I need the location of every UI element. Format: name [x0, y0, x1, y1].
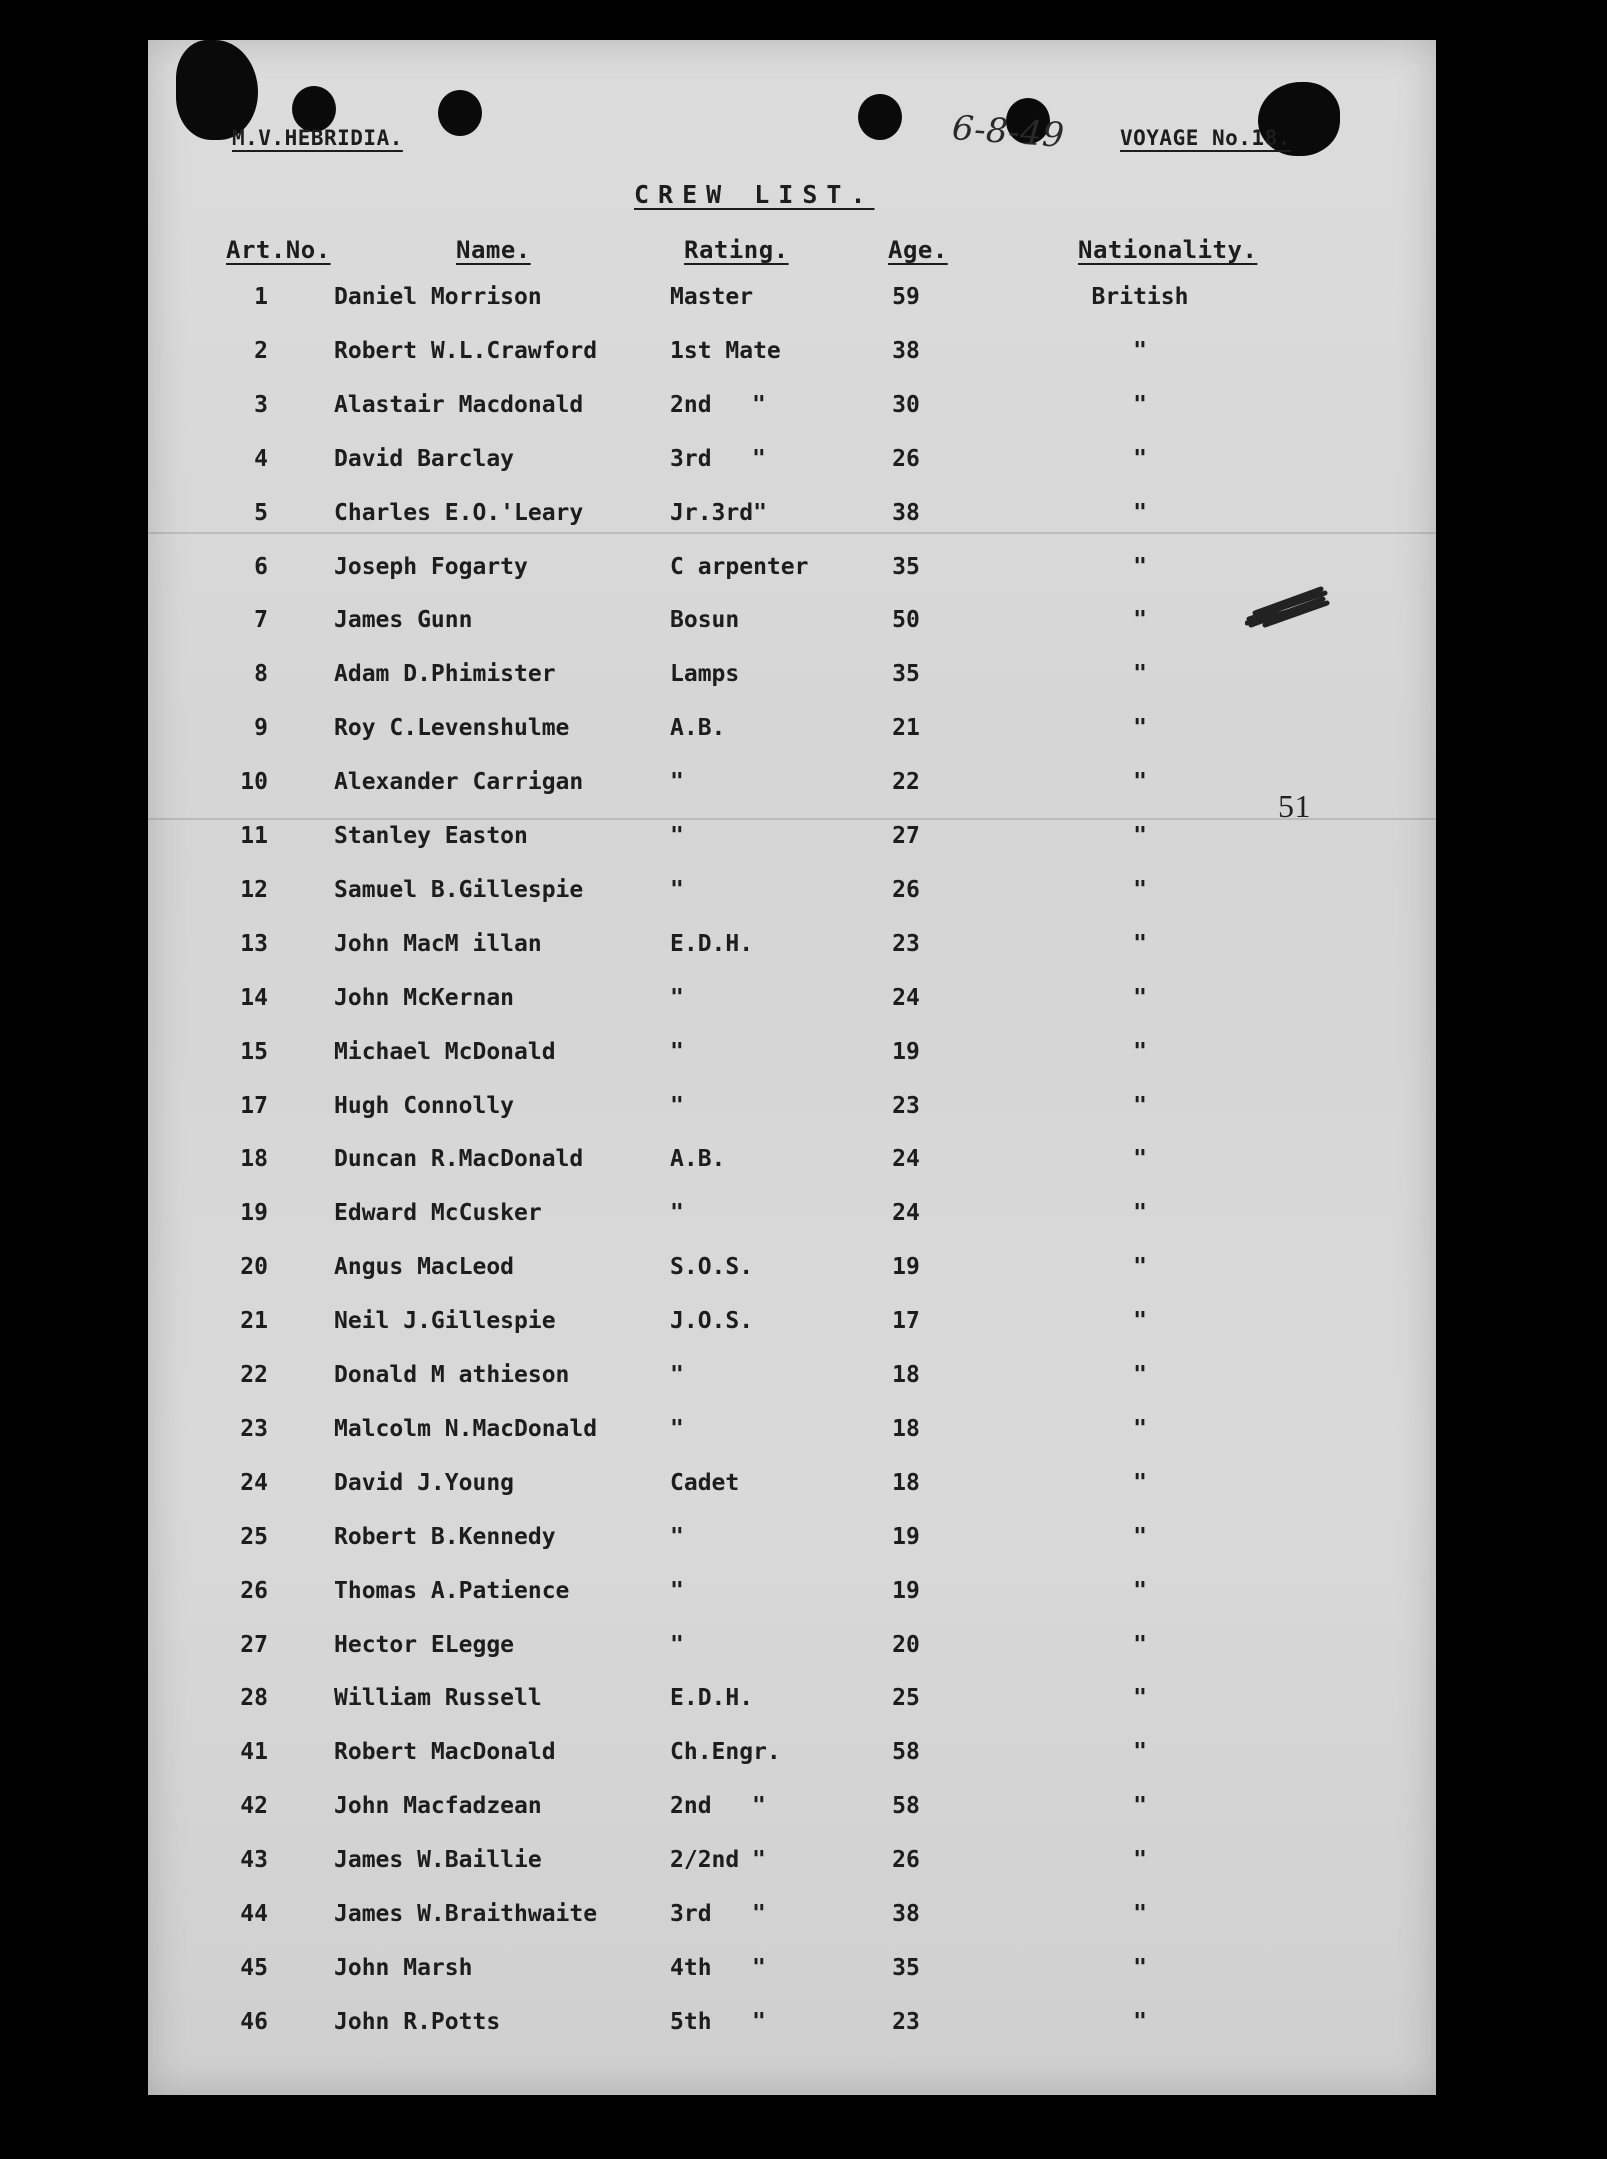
- nationality-cell: ": [1133, 1739, 1147, 1765]
- age-cell: 19: [892, 1039, 920, 1065]
- crew-row: [148, 661, 1436, 701]
- rating-cell: Bosun: [670, 607, 740, 633]
- rating-cell: ": [670, 1632, 684, 1658]
- art-no-cell: 28: [240, 1685, 268, 1711]
- rating-cell: ": [670, 1416, 684, 1442]
- art-no-cell: 23: [240, 1416, 268, 1442]
- crew-row: [148, 1093, 1436, 1133]
- art-no-cell: 44: [240, 1901, 268, 1927]
- art-no-cell: 6: [254, 554, 268, 580]
- column-header-age: Age.: [888, 236, 948, 264]
- name-cell: Michael McDonald: [334, 1039, 556, 1065]
- rating-cell: E.D.H.: [670, 1685, 754, 1711]
- nationality-cell: ": [1133, 554, 1147, 580]
- art-no-cell: 10: [240, 769, 268, 795]
- age-cell: 38: [892, 338, 920, 364]
- ditto-mark: ": [752, 1793, 766, 1819]
- crew-row: [148, 985, 1436, 1025]
- name-cell: John Marsh: [334, 1955, 473, 1981]
- art-no-cell: 24: [240, 1470, 268, 1496]
- art-no-cell: 14: [240, 985, 268, 1011]
- name-cell: Robert W.L.Crawford: [334, 338, 598, 364]
- art-no-cell: 42: [240, 1793, 268, 1819]
- age-cell: 38: [892, 500, 920, 526]
- age-cell: 35: [892, 1955, 920, 1981]
- nationality-cell: ": [1133, 661, 1147, 687]
- column-header-nationality: Nationality.: [1078, 236, 1258, 264]
- name-cell: Neil J.Gillespie: [334, 1308, 556, 1334]
- crew-row: [148, 2009, 1436, 2049]
- art-no-cell: 25: [240, 1524, 268, 1550]
- age-cell: 25: [892, 1685, 920, 1711]
- name-cell: Edward McCusker: [334, 1200, 542, 1226]
- crew-row: [148, 607, 1436, 647]
- rating-cell: A.B.: [670, 715, 726, 741]
- art-no-cell: 12: [240, 877, 268, 903]
- column-header-rating: Rating.: [684, 236, 789, 264]
- rating-cell: Master: [670, 284, 754, 310]
- name-cell: John MacM illan: [334, 931, 542, 957]
- age-cell: 21: [892, 715, 920, 741]
- ditto-mark: ": [752, 1901, 766, 1927]
- art-no-cell: 2: [254, 338, 268, 364]
- rating-cell: C arpenter: [670, 554, 809, 580]
- name-cell: Adam D.Phimister: [334, 661, 556, 687]
- age-cell: 23: [892, 2009, 920, 2035]
- crew-row: [148, 1901, 1436, 1941]
- age-cell: 18: [892, 1470, 920, 1496]
- crew-row: [148, 823, 1436, 863]
- rating-cell: ": [670, 769, 684, 795]
- name-cell: Malcolm N.MacDonald: [334, 1416, 598, 1442]
- ink-blot: [176, 40, 258, 140]
- crew-row: [148, 1416, 1436, 1456]
- nationality-cell: ": [1133, 1470, 1147, 1496]
- name-cell: Hugh Connolly: [334, 1093, 515, 1119]
- name-cell: Samuel B.Gillespie: [334, 877, 584, 903]
- nationality-cell: British: [1091, 284, 1189, 310]
- nationality-cell: ": [1133, 1416, 1147, 1442]
- nationality-cell: ": [1133, 1093, 1147, 1119]
- name-cell: Alexander Carrigan: [334, 769, 584, 795]
- nationality-cell: ": [1133, 1254, 1147, 1280]
- column-header-art-no: Art.No.: [226, 236, 331, 264]
- rating-cell: 3rd: [670, 446, 712, 472]
- crew-row: [148, 769, 1436, 809]
- rating-cell: 1st Mate: [670, 338, 781, 364]
- name-cell: Robert MacDonald: [334, 1739, 556, 1765]
- age-cell: 26: [892, 446, 920, 472]
- rating-cell: Ch.Engr.: [670, 1739, 781, 1765]
- nationality-cell: ": [1133, 1793, 1147, 1819]
- crew-row: [148, 1524, 1436, 1564]
- art-no-cell: 45: [240, 1955, 268, 1981]
- ditto-mark: ": [752, 1955, 766, 1981]
- art-no-cell: 4: [254, 446, 268, 472]
- nationality-cell: ": [1133, 877, 1147, 903]
- name-cell: David J.Young: [334, 1470, 515, 1496]
- crew-row: [148, 500, 1436, 540]
- punch-hole: [438, 90, 482, 136]
- rating-cell: A.B.: [670, 1146, 726, 1172]
- nationality-cell: ": [1133, 1847, 1147, 1873]
- age-cell: 24: [892, 1146, 920, 1172]
- rating-cell: Jr.3rd": [670, 500, 767, 526]
- art-no-cell: 41: [240, 1739, 268, 1765]
- crew-row: [148, 877, 1436, 917]
- column-header-name: Name.: [456, 236, 531, 264]
- name-cell: Joseph Fogarty: [334, 554, 528, 580]
- crew-row: [148, 284, 1436, 324]
- crew-row: [148, 554, 1436, 594]
- crew-row: [148, 446, 1436, 486]
- crew-row: [148, 338, 1436, 378]
- age-cell: 24: [892, 1200, 920, 1226]
- age-cell: 58: [892, 1739, 920, 1765]
- age-cell: 23: [892, 1093, 920, 1119]
- age-cell: 19: [892, 1254, 920, 1280]
- rating-cell: Cadet: [670, 1470, 740, 1496]
- punch-hole: [858, 94, 902, 140]
- name-cell: David Barclay: [334, 446, 515, 472]
- rating-cell: 2nd: [670, 392, 712, 418]
- art-no-cell: 1: [254, 284, 268, 310]
- rating-cell: 2nd: [670, 1793, 712, 1819]
- age-cell: 50: [892, 607, 920, 633]
- nationality-cell: ": [1133, 769, 1147, 795]
- nationality-cell: ": [1133, 338, 1147, 364]
- nationality-cell: ": [1133, 985, 1147, 1011]
- name-cell: James W.Baillie: [334, 1847, 542, 1873]
- rating-cell: E.D.H.: [670, 931, 754, 957]
- crew-row: [148, 931, 1436, 971]
- name-cell: Alastair Macdonald: [334, 392, 584, 418]
- nationality-cell: ": [1133, 1632, 1147, 1658]
- art-no-cell: 15: [240, 1039, 268, 1065]
- nationality-cell: ": [1133, 1039, 1147, 1065]
- crew-row: [148, 1146, 1436, 1186]
- crew-row: [148, 1739, 1436, 1779]
- age-cell: 30: [892, 392, 920, 418]
- handwritten-date: 6-8-49: [950, 108, 1066, 156]
- nationality-cell: ": [1133, 1524, 1147, 1550]
- name-cell: John McKernan: [334, 985, 515, 1011]
- age-cell: 17: [892, 1308, 920, 1334]
- age-cell: 58: [892, 1793, 920, 1819]
- nationality-cell: ": [1133, 500, 1147, 526]
- name-cell: Charles E.O.'Leary: [334, 500, 584, 526]
- name-cell: Daniel Morrison: [334, 284, 542, 310]
- age-cell: 35: [892, 661, 920, 687]
- age-cell: 18: [892, 1416, 920, 1442]
- rating-cell: 5th: [670, 2009, 712, 2035]
- nationality-cell: ": [1133, 607, 1147, 633]
- age-cell: 27: [892, 823, 920, 849]
- nationality-cell: ": [1133, 1308, 1147, 1334]
- voyage-number: VOYAGE No.18.: [1120, 126, 1291, 150]
- rating-cell: ": [670, 1093, 684, 1119]
- art-no-cell: 26: [240, 1578, 268, 1604]
- ditto-mark: ": [752, 2009, 766, 2035]
- art-no-cell: 21: [240, 1308, 268, 1334]
- art-no-cell: 27: [240, 1632, 268, 1658]
- crew-row: [148, 1470, 1436, 1510]
- crew-row: [148, 1254, 1436, 1294]
- art-no-cell: 20: [240, 1254, 268, 1280]
- nationality-cell: ": [1133, 1901, 1147, 1927]
- rating-cell: ": [670, 1524, 684, 1550]
- nationality-cell: ": [1133, 715, 1147, 741]
- rating-cell: ": [670, 985, 684, 1011]
- crew-row: [148, 1685, 1436, 1725]
- art-no-cell: 5: [254, 500, 268, 526]
- art-no-cell: 43: [240, 1847, 268, 1873]
- page-title: CREW LIST.: [634, 180, 875, 209]
- age-cell: 19: [892, 1578, 920, 1604]
- name-cell: John R.Potts: [334, 2009, 501, 2035]
- crew-row: [148, 1847, 1436, 1887]
- rating-cell: S.O.S.: [670, 1254, 754, 1280]
- art-no-cell: 3: [254, 392, 268, 418]
- nationality-cell: ": [1133, 1685, 1147, 1711]
- name-cell: Hector ELegge: [334, 1632, 515, 1658]
- rating-cell: 4th: [670, 1955, 712, 1981]
- name-cell: Donald M athieson: [334, 1362, 570, 1388]
- age-cell: 24: [892, 985, 920, 1011]
- art-no-cell: 11: [240, 823, 268, 849]
- age-cell: 38: [892, 1901, 920, 1927]
- name-cell: James Gunn: [334, 607, 473, 633]
- age-cell: 26: [892, 1847, 920, 1873]
- nationality-cell: ": [1133, 1955, 1147, 1981]
- art-no-cell: 18: [240, 1146, 268, 1172]
- art-no-cell: 17: [240, 1093, 268, 1119]
- art-no-cell: 9: [254, 715, 268, 741]
- crew-row: [148, 1955, 1436, 1995]
- age-cell: 35: [892, 554, 920, 580]
- nationality-cell: ": [1133, 931, 1147, 957]
- art-no-cell: 46: [240, 2009, 268, 2035]
- rating-cell: J.O.S.: [670, 1308, 754, 1334]
- age-cell: 59: [892, 284, 920, 310]
- fold-line: [148, 818, 1436, 820]
- nationality-cell: ": [1133, 1578, 1147, 1604]
- crew-row: [148, 1200, 1436, 1240]
- art-no-cell: 7: [254, 607, 268, 633]
- art-no-cell: 19: [240, 1200, 268, 1226]
- rating-cell: ": [670, 823, 684, 849]
- nationality-cell: ": [1133, 823, 1147, 849]
- age-cell: 23: [892, 931, 920, 957]
- crew-row: [148, 1039, 1436, 1079]
- name-cell: Stanley Easton: [334, 823, 528, 849]
- rating-cell: ": [670, 1578, 684, 1604]
- nationality-cell: ": [1133, 2009, 1147, 2035]
- nationality-cell: ": [1133, 446, 1147, 472]
- rating-cell: 3rd: [670, 1901, 712, 1927]
- nationality-cell: ": [1133, 1146, 1147, 1172]
- name-cell: John Macfadzean: [334, 1793, 542, 1819]
- nationality-cell: ": [1133, 1200, 1147, 1226]
- name-cell: Robert B.Kennedy: [334, 1524, 556, 1550]
- crew-row: [148, 1362, 1436, 1402]
- art-no-cell: 13: [240, 931, 268, 957]
- rating-cell: ": [670, 1200, 684, 1226]
- name-cell: Angus MacLeod: [334, 1254, 515, 1280]
- nationality-cell: ": [1133, 1362, 1147, 1388]
- age-cell: 22: [892, 769, 920, 795]
- crew-row: [148, 1308, 1436, 1348]
- ditto-mark: ": [752, 1847, 766, 1873]
- age-cell: 20: [892, 1632, 920, 1658]
- rating-cell: ": [670, 877, 684, 903]
- vessel-name: M.V.HEBRIDIA.: [232, 126, 403, 150]
- rating-cell: ": [670, 1039, 684, 1065]
- crew-row: [148, 392, 1436, 432]
- name-cell: William Russell: [334, 1685, 542, 1711]
- crew-row: [148, 1793, 1436, 1833]
- art-no-cell: 22: [240, 1362, 268, 1388]
- ditto-mark: ": [752, 392, 766, 418]
- ditto-mark: ": [752, 446, 766, 472]
- name-cell: Duncan R.MacDonald: [334, 1146, 584, 1172]
- age-cell: 18: [892, 1362, 920, 1388]
- crew-row: [148, 715, 1436, 755]
- name-cell: James W.Braithwaite: [334, 1901, 598, 1927]
- crew-row: [148, 1632, 1436, 1672]
- art-no-cell: 8: [254, 661, 268, 687]
- age-cell: 26: [892, 877, 920, 903]
- page-number: 51: [1278, 788, 1311, 824]
- rating-cell: Lamps: [670, 661, 740, 687]
- rating-cell: 2/2nd: [670, 1847, 740, 1873]
- crew-row: [148, 1578, 1436, 1618]
- name-cell: Roy C.Levenshulme: [334, 715, 570, 741]
- age-cell: 19: [892, 1524, 920, 1550]
- nationality-cell: ": [1133, 392, 1147, 418]
- rating-cell: ": [670, 1362, 684, 1388]
- name-cell: Thomas A.Patience: [334, 1578, 570, 1604]
